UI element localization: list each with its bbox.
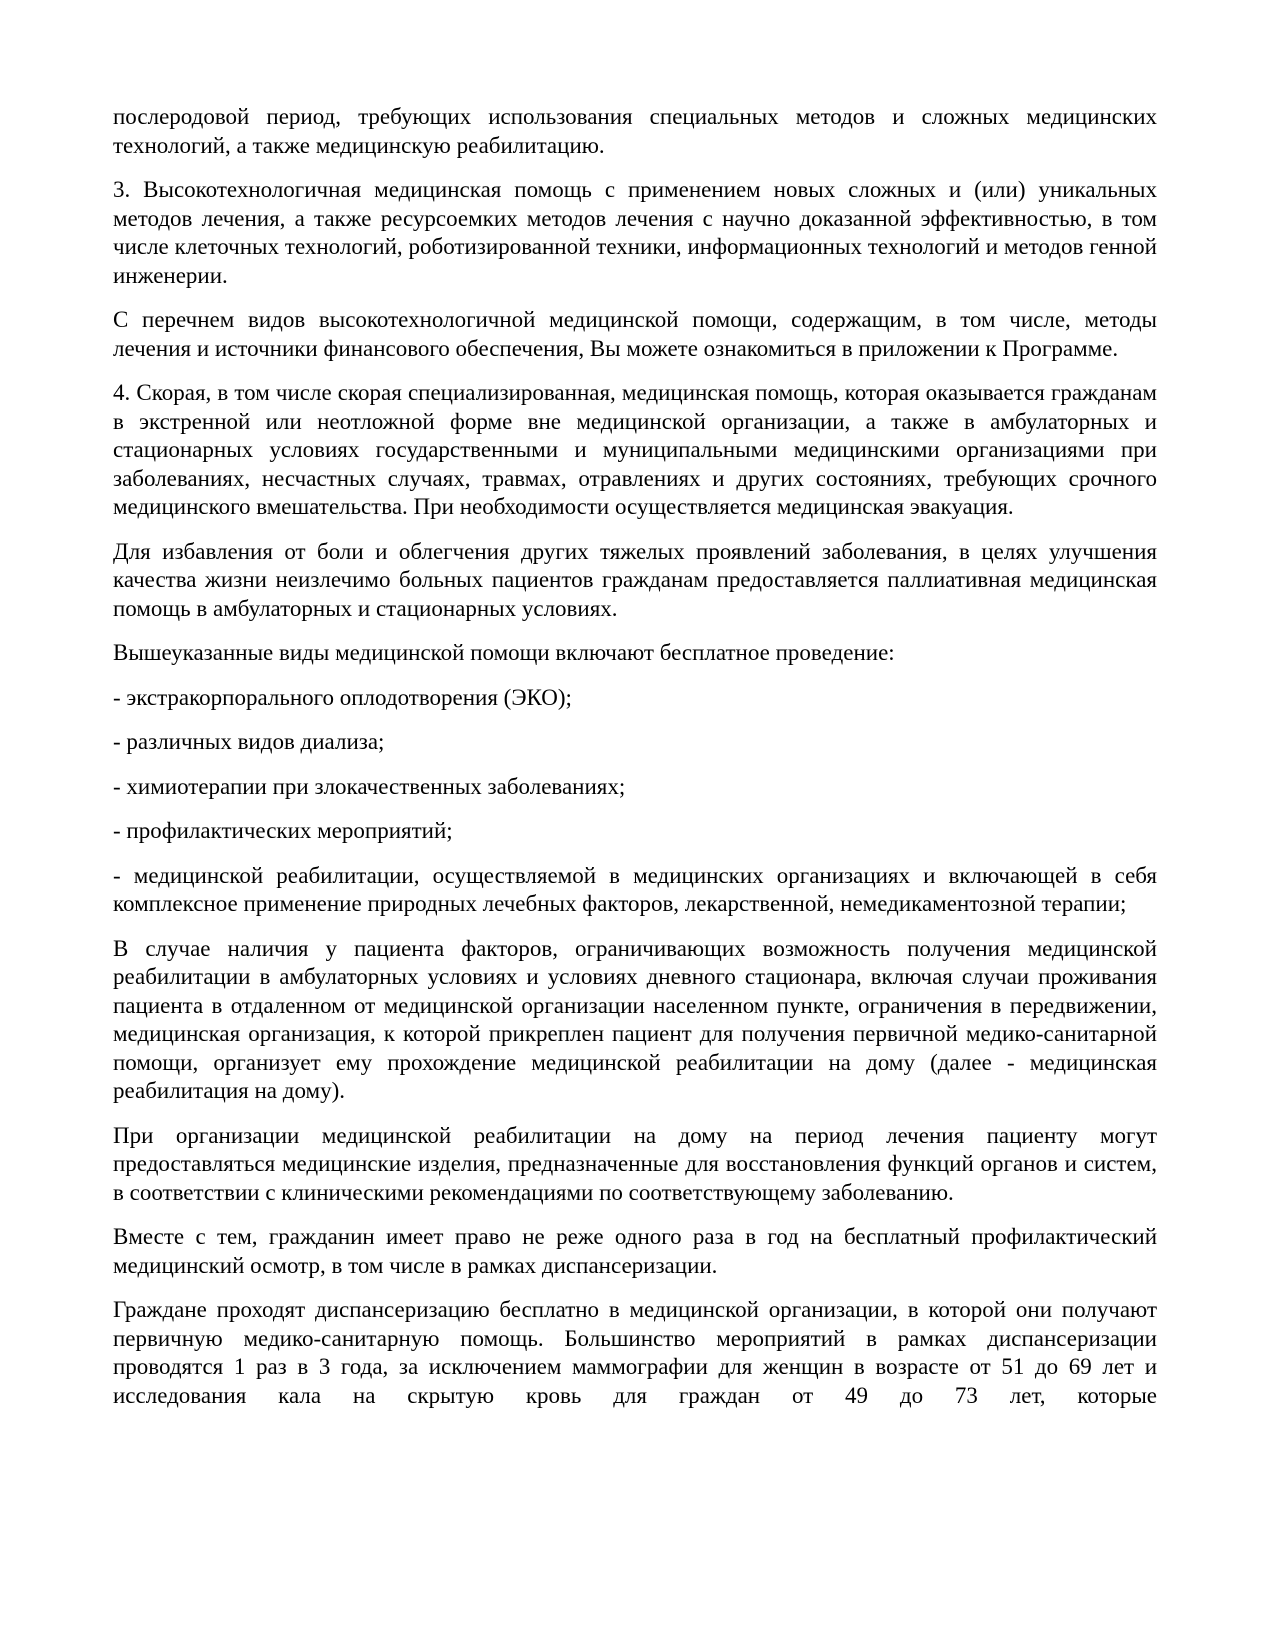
paragraph: Для избавления от боли и облегчения других тяжелых проявлений заболевания, в целях улучшения качества жизни неизлечимо больных пациентов гражданам предоставляется паллиативная медицинская помощь в амбулаторных и стационарных условиях.: [113, 538, 1157, 621]
paragraph: С перечнем видов высокотехнологичной медицинской помощи, содержащим, в том числе, методы лечения и источники финансового обеспечения, Вы можете ознакомиться в приложении к Программе.: [113, 307, 1157, 361]
list-item-chemotherapy: - химиотерапии при злокачественных заболеваниях;: [113, 773, 626, 799]
paragraph: Вышеуказанные виды медицинской помощи включают бесплатное проведение:: [113, 640, 895, 665]
list-item-dialysis: - различных видов диализа;: [113, 729, 385, 754]
paragraph: послеродовой период, требующих использования специальных методов и сложных медицинских технологий, а также медицинскую реабилитацию.: [113, 104, 1157, 158]
paragraph: В случае наличия у пациента факторов, ограничивающих возможность получения медицинской реабилитации в амбулаторных условиях и условиях дневного стационара, включая случаи проживания пациента в отдаленном от медицинской организации населенном пункте, ограничения в передвижении, медицинская организация, к которой прикреплен пациент для получения первичной медико-санитарной помощи, организует ему прохождение медицинской реабилитации на дому (далее - медицинская реабилитация на дому).: [113, 935, 1157, 1103]
paragraph: Вместе с тем, гражданин имеет право не реже одного раза в год на бесплатный профилактический медицинский осмотр, в том числе в рамках диспансеризации.: [113, 1224, 1157, 1278]
list-item-eko: - экстракорпорального оплодотворения (ЭКО);: [113, 684, 572, 710]
paragraph: 4. Скорая, в том числе скорая специализированная, медицинская помощь, которая оказывается гражданам в экстренной или неотложной форме вне медицинской организации, а также в амбулаторных и стационарных условиях государственными и муниципальными медицинскими организациями при заболеваниях, несчастных случаях, травмах, отравлениях и других состояниях, требующих срочного медицинского вмешательства. При необходимости осуществляется медицинская эвакуация.: [113, 380, 1157, 519]
paragraph: 3. Высокотехнологичная медицинская помощь с применением новых сложных и (или) уникальных методов лечения, а также ресурсоемких методов лечения с научно доказанной эффективностью, в том числе клеточных технологий, роботизированной техники, информационных технологий и методов генной инженерии.: [113, 177, 1157, 288]
list-item-prevention: - профилактических мероприятий;: [113, 818, 453, 843]
list-item-rehabilitation: - медицинской реабилитации, осуществляемой в медицинских организациях и включающей в себя комплексное применение природных лечебных факторов, лекарственной, немедикаментозной терапии;: [113, 862, 1157, 916]
paragraph: Граждане проходят диспансеризацию бесплатно в медицинской организации, в которой они получают первичную медико-санитарную помощь. Большинство мероприятий в рамках диспансеризации проводятся 1 раз в 3 года, за исключением маммографии для женщин в возрасте от 51 до 69 лет и исследования кала на скрытую кровь для граждан от 49 до 73 лет, которые: [113, 1297, 1157, 1408]
paragraph: При организации медицинской реабилитации на дому на период лечения пациенту могут предоставляться медицинские изделия, предназначенные для восстановления функций органов и систем, в соответствии с клиническими рекомендациями по соответствующему заболеванию.: [113, 1122, 1157, 1205]
